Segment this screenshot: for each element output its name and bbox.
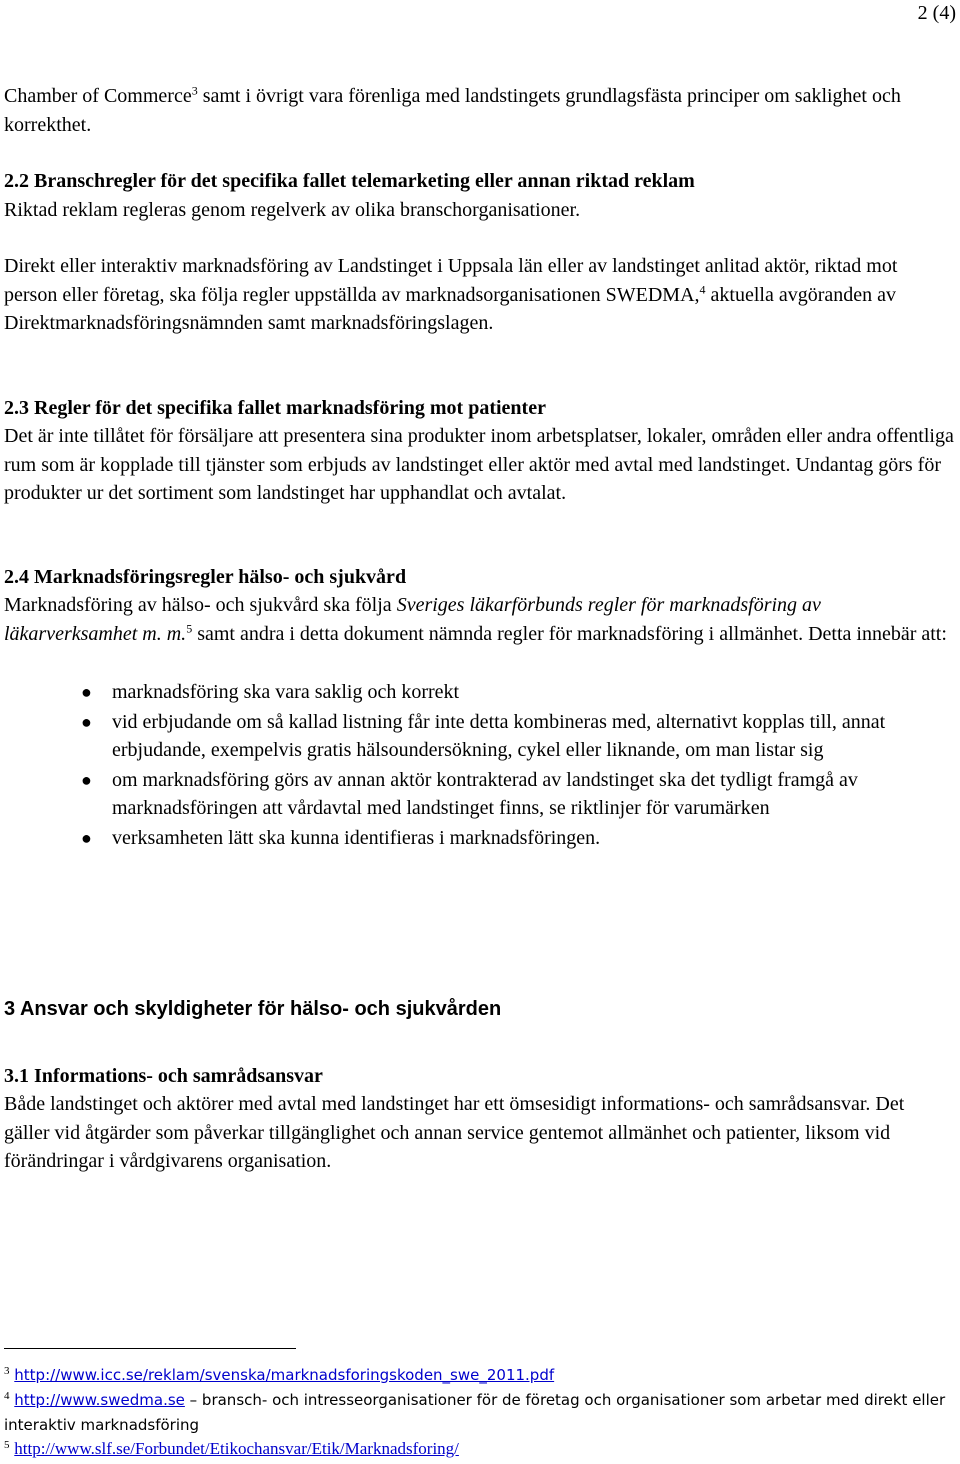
- footnote-5-link[interactable]: http://www.slf.se/Forbundet/Etikochansvar/Etik/Marknadsforing/: [14, 1439, 459, 1458]
- list-item-text: verksamheten lätt ska kunna identifieras i marknadsföringen.: [112, 826, 601, 849]
- bullet-icon: ●: [81, 827, 92, 848]
- section-2-3-para: Det är inte tillåtet för försäljare att presentera sina produkter inom arbetsplatser, lokaler, områden eller andra offentliga rum som är kopplade till tjänster som erbjuds av landstinget eller aktör med avtal med landstinget. Undantag görs för produkter ur det sortiment som landstinget har upphandlat och avtalat.: [4, 425, 954, 504]
- section-2-2-para2: [4, 252, 954, 338]
- list-item-text: om marknadsföring görs av annan aktör kontrakterad av landstinget ska det tydligt framgå av marknadsföringen att vårdavtal med landstinget finns, se riktlinjer för varumärken: [112, 768, 858, 819]
- footnote-ref-3[interactable]: 3: [191, 83, 198, 98]
- rules-list: [66, 678, 946, 852]
- intro-paragraph: [4, 82, 954, 139]
- list-item: [66, 824, 946, 853]
- list-item: [66, 708, 946, 765]
- section-2-4-para-b: samt andra i detta dokument nämnda regler för marknadsföring i allmänhet. Detta innebär att:: [192, 622, 947, 645]
- section-2-2-para2-b: aktuella avgöranden av Direktmarknadsföringsnämnden samt marknadsföringslagen.: [4, 283, 896, 334]
- footnote-3-link[interactable]: http://www.icc.se/reklam/svenska/marknadsforingskoden_swe_2011.pdf: [14, 1366, 555, 1384]
- footnote-3-number: 3: [4, 1365, 10, 1377]
- bullet-icon: ●: [81, 682, 92, 702]
- footnote-5: [4, 1436, 954, 1462]
- bullet-icon: ●: [81, 711, 92, 732]
- list-item-text: vid erbjudande om så kallad listning får inte detta kombineras med, alternativt kopplas till, annat erbjudande, exempelvis gratis hälsoundersökning, cykel eller liknande, om man listar sig: [112, 710, 886, 761]
- footnote-4-link[interactable]: http://www.swedma.se: [14, 1391, 185, 1409]
- section-3-heading: 3 Ansvar och skyldigheter för hälso- och sjukvården: [4, 998, 502, 1020]
- section-2-4-para: [4, 591, 954, 648]
- section-2-3-heading: 2.3 Regler för det specifika fallet marknadsföring mot patienter: [4, 397, 546, 419]
- footnote-5-number: 5: [4, 1439, 10, 1451]
- list-item: [66, 678, 946, 707]
- footnote-4-number: 4: [4, 1390, 10, 1402]
- page-number: 2 (4): [917, 2, 956, 24]
- intro-text-a: Chamber of Commerce: [4, 85, 192, 107]
- footnote-ref-4[interactable]: 4: [699, 281, 706, 296]
- footnote-separator: [4, 1348, 296, 1349]
- section-2-2-para2-a: Direkt eller interaktiv marknadsföring av Landstinget i Uppsala län eller av landstinget anlitad aktör, riktad mot person eller företag, ska följa regler uppställda av marknadsorganisationen SWEDMA,: [4, 255, 898, 306]
- section-3-1-heading: 3.1 Informations- och samrådsansvar: [4, 1065, 323, 1087]
- intro-text-b: samt i övrigt vara förenliga med landstingets grundlagsfästa principer om saklighet och korrekthet.: [4, 85, 901, 136]
- section-3-1-para: Både landstinget och aktörer med avtal med landstinget har ett ömsesidigt informations- och samrådsansvar. Det gäller vid åtgärder som påverkar tillgänglighet och annan service gentemot allmänhet och patienter, liksom vid förändringar i vårdgivarens organisation.: [4, 1093, 905, 1172]
- section-2-4-para-a: Marknadsföring av hälso- och sjukvård ska följa: [4, 594, 397, 616]
- section-2-2-para1: Riktad reklam regleras genom regelverk av olika branschorganisationer.: [4, 199, 581, 221]
- bullet-icon: ●: [81, 769, 92, 790]
- section-2-2-heading: 2.2 Branschregler för det specifika fallet telemarketing eller annan riktad reklam: [4, 170, 695, 192]
- section-2-4-heading: 2.4 Marknadsföringsregler hälso- och sjukvård: [4, 566, 407, 588]
- footnote-4: [4, 1388, 954, 1438]
- list-item: [66, 766, 946, 823]
- footnote-4-text: – bransch- och intresseorganisationer för de företag och organisationer som arbetar med direkt eller interaktiv marknadsföring: [4, 1391, 946, 1434]
- list-item-text: marknadsföring ska vara saklig och korrekt: [112, 681, 460, 703]
- footnote-3: [4, 1363, 954, 1388]
- section-2-4-para-italic: Sveriges läkarförbunds regler för marknadsföring av läkarverksamhet m. m.: [4, 594, 821, 645]
- footnote-ref-5[interactable]: 5: [186, 620, 193, 635]
